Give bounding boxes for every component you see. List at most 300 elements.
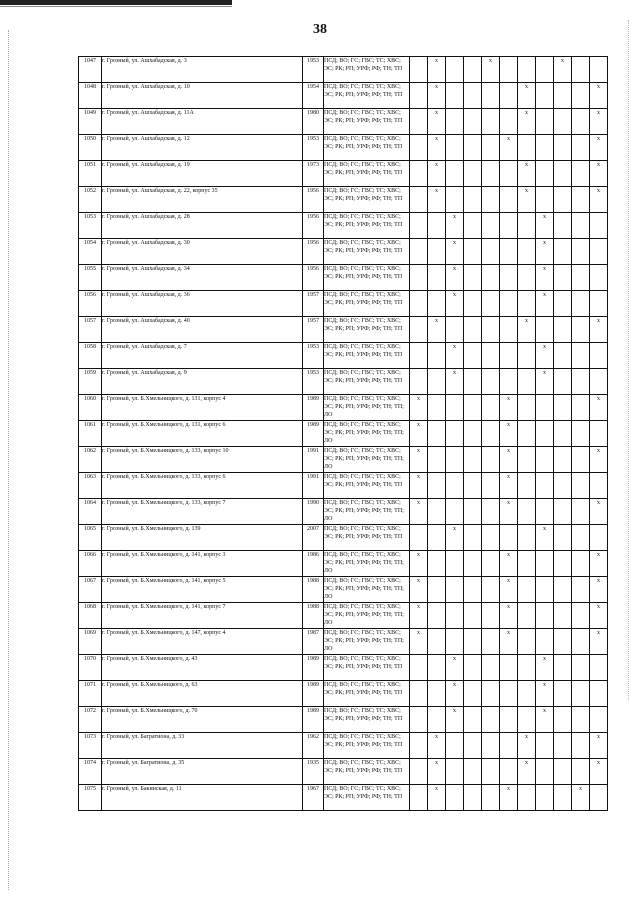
work-type-mark-cell: x xyxy=(536,369,554,395)
year-built-cell: 1986 xyxy=(303,551,324,577)
work-type-mark-cell: x xyxy=(590,317,608,343)
work-type-mark-cell xyxy=(590,213,608,239)
work-type-mark-cell xyxy=(464,785,482,811)
row-number-cell: 1055 xyxy=(79,265,102,291)
services-list-cell: ПСД; ВО; ГС; ГВС; ТС; ХВС; ЭС; РК; РП; УРФ; РФ; ТН; ТП xyxy=(324,525,410,551)
address-cell: г. Грозный, ул. Б.Хмельницкого, д. 131, корпус 6 xyxy=(102,421,303,447)
work-type-mark-cell xyxy=(572,187,590,213)
row-number-cell: 1056 xyxy=(79,291,102,317)
work-type-mark-cell xyxy=(464,603,482,629)
work-type-mark-cell xyxy=(464,499,482,525)
work-type-mark-cell xyxy=(572,681,590,707)
year-built-cell: 1953 xyxy=(303,369,324,395)
address-cell: г. Грозный, ул. Ашхабадская, д. 30 xyxy=(102,239,303,265)
work-type-mark-cell: x xyxy=(590,83,608,109)
work-type-mark-cell: x xyxy=(518,161,536,187)
work-type-mark-cell xyxy=(446,57,464,83)
address-cell: г. Грозный, ул. Б.Хмельницкого, д. 139 xyxy=(102,525,303,551)
work-type-mark-cell: x xyxy=(536,343,554,369)
address-cell: г. Грозный, ул. Ашхабадская, д. 40 xyxy=(102,317,303,343)
work-type-mark-cell xyxy=(482,551,500,577)
work-type-mark-cell xyxy=(482,629,500,655)
work-type-mark-cell xyxy=(428,447,446,473)
work-type-mark-cell xyxy=(536,83,554,109)
work-type-mark-cell xyxy=(410,187,428,213)
work-type-mark-cell: x xyxy=(536,655,554,681)
year-built-cell: 1956 xyxy=(303,265,324,291)
work-type-mark-cell: x xyxy=(410,395,428,421)
work-type-mark-cell xyxy=(482,83,500,109)
table-row xyxy=(79,655,608,681)
address-cell: г. Грозный, ул. Ашхабадская, д. 10 xyxy=(102,83,303,109)
services-list-cell: ПСД; ВО; ГС; ГВС; ТС; ХВС; ЭС; РК; РП; УРФ; РФ; ТН; ТП xyxy=(324,265,410,291)
table-row xyxy=(79,681,608,707)
work-type-mark-cell: x xyxy=(428,161,446,187)
work-type-mark-cell: x xyxy=(446,265,464,291)
work-type-mark-cell: x xyxy=(446,291,464,317)
address-cell: г. Грозный, ул. Б.Хмельницкого, д. 70 xyxy=(102,707,303,733)
table-row xyxy=(79,525,608,551)
work-type-mark-cell xyxy=(518,785,536,811)
work-type-mark-cell xyxy=(428,707,446,733)
work-type-mark-cell xyxy=(482,655,500,681)
services-list-cell: ПСД; ВО; ГС; ГВС; ТС; ХВС; ЭС; РК; РП; УРФ; РФ; ТН; ТП xyxy=(324,707,410,733)
work-type-mark-cell xyxy=(500,681,518,707)
address-cell: г. Грозный, ул. Б.Хмельницкого, д. 43 xyxy=(102,655,303,681)
work-type-mark-cell xyxy=(554,265,572,291)
work-type-mark-cell xyxy=(410,213,428,239)
table-row xyxy=(79,57,608,83)
row-number-cell: 1047 xyxy=(79,57,102,83)
work-type-mark-cell xyxy=(590,291,608,317)
work-type-mark-cell xyxy=(572,135,590,161)
work-type-mark-cell xyxy=(518,707,536,733)
work-type-mark-cell: x xyxy=(500,473,518,499)
address-cell: г. Грозный, ул. Багратиона, д. 35 xyxy=(102,759,303,785)
work-type-mark-cell: x xyxy=(446,369,464,395)
work-type-mark-cell xyxy=(554,681,572,707)
work-type-mark-cell: x xyxy=(500,629,518,655)
work-type-mark-cell xyxy=(554,369,572,395)
work-type-mark-cell xyxy=(518,213,536,239)
work-type-mark-cell xyxy=(446,109,464,135)
work-type-mark-cell: x xyxy=(446,681,464,707)
work-type-mark-cell xyxy=(464,291,482,317)
work-type-mark-cell: x xyxy=(500,551,518,577)
address-cell: г. Грозный, ул. Бакинская, д. 11 xyxy=(102,785,303,811)
work-type-mark-cell: x xyxy=(590,603,608,629)
work-type-mark-cell xyxy=(518,135,536,161)
work-type-mark-cell xyxy=(428,551,446,577)
work-type-mark-cell xyxy=(554,707,572,733)
year-built-cell: 1956 xyxy=(303,239,324,265)
work-type-mark-cell xyxy=(518,525,536,551)
work-type-mark-cell xyxy=(572,161,590,187)
work-type-mark-cell: x xyxy=(536,291,554,317)
work-type-mark-cell: x xyxy=(518,83,536,109)
work-type-mark-cell xyxy=(410,343,428,369)
services-list-cell: ПСД; ВО; ГС; ГВС; ТС; ХВС; ЭС; РК; РП; УРФ; РФ; ТН; ТП xyxy=(324,369,410,395)
work-type-mark-cell xyxy=(590,421,608,447)
year-built-cell: 1988 xyxy=(303,577,324,603)
services-list-cell: ПСД; ВО; ГС; ГВС; ТС; ХВС; ЭС; РК; РП; УРФ; РФ; ТН; ТП xyxy=(324,135,410,161)
year-built-cell: 1980 xyxy=(303,109,324,135)
work-type-mark-cell xyxy=(500,83,518,109)
row-number-cell: 1063 xyxy=(79,473,102,499)
work-type-mark-cell xyxy=(446,759,464,785)
work-type-mark-cell: x xyxy=(428,109,446,135)
work-type-mark-cell xyxy=(518,369,536,395)
address-cell: г. Грозный, ул. Б.Хмельницкого, д. 131, корпус 4 xyxy=(102,395,303,421)
work-type-mark-cell: x xyxy=(500,499,518,525)
table-row xyxy=(79,733,608,759)
work-type-mark-cell xyxy=(518,473,536,499)
table-row xyxy=(79,395,608,421)
work-type-mark-cell xyxy=(536,603,554,629)
work-type-mark-cell: x xyxy=(428,135,446,161)
work-type-mark-cell xyxy=(572,655,590,681)
year-built-cell: 1991 xyxy=(303,473,324,499)
row-number-cell: 1059 xyxy=(79,369,102,395)
work-type-mark-cell xyxy=(554,343,572,369)
services-list-cell: ПСД; ВО; ГС; ГВС; ТС; ХВС; ЭС; РК; РП; УРФ; РФ; ТН; ТП xyxy=(324,291,410,317)
work-type-mark-cell: x xyxy=(500,603,518,629)
work-type-mark-cell xyxy=(482,395,500,421)
work-type-mark-cell xyxy=(428,343,446,369)
services-list-cell: ПСД; ВО; ГС; ГВС; ТС; ХВС; ЭС; РК; РП; УРФ; РФ; ТН; ТП; ЛО xyxy=(324,603,410,629)
services-list-cell: ПСД; ВО; ГС; ГВС; ТС; ХВС; ЭС; РК; РП; УРФ; РФ; ТН; ТП xyxy=(324,473,410,499)
work-type-mark-cell: x xyxy=(446,525,464,551)
work-type-mark-cell xyxy=(554,395,572,421)
work-type-mark-cell xyxy=(482,577,500,603)
year-built-cell: 1956 xyxy=(303,213,324,239)
services-list-cell: ПСД; ВО; ГС; ГВС; ТС; ХВС; ЭС; РК; РП; УРФ; РФ; ТН; ТП xyxy=(324,161,410,187)
work-type-mark-cell xyxy=(500,733,518,759)
work-type-mark-cell xyxy=(536,629,554,655)
work-type-mark-cell xyxy=(446,733,464,759)
address-cell: г. Грозный, ул. Б.Хмельницкого, д. 141, корпус 3 xyxy=(102,551,303,577)
table-row xyxy=(79,109,608,135)
work-type-mark-cell xyxy=(482,291,500,317)
table-row xyxy=(79,421,608,447)
work-type-mark-cell: x xyxy=(590,135,608,161)
work-type-mark-cell xyxy=(464,213,482,239)
work-type-mark-cell xyxy=(554,577,572,603)
work-type-mark-cell xyxy=(518,603,536,629)
left-margin-scan-marks xyxy=(8,30,11,890)
work-type-mark-cell: x xyxy=(590,629,608,655)
year-built-cell: 1989 xyxy=(303,681,324,707)
work-type-mark-cell xyxy=(500,525,518,551)
work-type-mark-cell xyxy=(446,551,464,577)
services-list-cell: ПСД; ВО; ГС; ГВС; ТС; ХВС; ЭС; РК; РП; УРФ; РФ; ТН; ТП xyxy=(324,733,410,759)
work-type-mark-cell xyxy=(446,499,464,525)
row-number-cell: 1051 xyxy=(79,161,102,187)
work-type-mark-cell xyxy=(464,265,482,291)
row-number-cell: 1070 xyxy=(79,655,102,681)
services-list-cell: ПСД; ВО; ГС; ГВС; ТС; ХВС; ЭС; РК; РП; УРФ; РФ; ТН; ТП xyxy=(324,317,410,343)
work-type-mark-cell xyxy=(410,109,428,135)
work-type-mark-cell: x xyxy=(446,655,464,681)
work-type-mark-cell xyxy=(428,421,446,447)
work-type-mark-cell xyxy=(410,135,428,161)
work-type-mark-cell xyxy=(500,317,518,343)
work-type-mark-cell: x xyxy=(428,187,446,213)
row-number-cell: 1067 xyxy=(79,577,102,603)
work-type-mark-cell: x xyxy=(518,109,536,135)
work-type-mark-cell xyxy=(428,265,446,291)
work-type-mark-cell xyxy=(410,239,428,265)
work-type-mark-cell: x xyxy=(590,109,608,135)
work-type-mark-cell xyxy=(572,109,590,135)
table-row xyxy=(79,447,608,473)
row-number-cell: 1074 xyxy=(79,759,102,785)
work-type-mark-cell xyxy=(572,551,590,577)
work-type-mark-cell xyxy=(590,57,608,83)
work-type-mark-cell xyxy=(464,759,482,785)
work-type-mark-cell xyxy=(536,57,554,83)
work-type-mark-cell xyxy=(554,421,572,447)
table-row xyxy=(79,187,608,213)
work-type-mark-cell xyxy=(464,135,482,161)
work-type-mark-cell xyxy=(554,239,572,265)
row-number-cell: 1048 xyxy=(79,83,102,109)
work-type-mark-cell: x xyxy=(482,57,500,83)
services-list-cell: ПСД; ВО; ГС; ГВС; ТС; ХВС; ЭС; РК; РП; УРФ; РФ; ТН; ТП xyxy=(324,759,410,785)
work-type-mark-cell: x xyxy=(500,577,518,603)
table-row xyxy=(79,577,608,603)
work-type-mark-cell: x xyxy=(590,499,608,525)
work-type-mark-cell xyxy=(554,551,572,577)
work-type-mark-cell xyxy=(554,317,572,343)
table-row xyxy=(79,603,608,629)
work-type-mark-cell xyxy=(590,681,608,707)
work-type-mark-cell xyxy=(500,109,518,135)
row-number-cell: 1050 xyxy=(79,135,102,161)
year-built-cell: 1957 xyxy=(303,291,324,317)
work-type-mark-cell xyxy=(410,291,428,317)
work-type-mark-cell xyxy=(482,317,500,343)
work-type-mark-cell xyxy=(464,83,482,109)
work-type-mark-cell xyxy=(410,265,428,291)
work-type-mark-cell xyxy=(482,681,500,707)
work-type-mark-cell xyxy=(428,603,446,629)
work-type-mark-cell xyxy=(554,83,572,109)
work-type-mark-cell xyxy=(482,473,500,499)
work-type-mark-cell: x xyxy=(428,317,446,343)
address-cell: г. Грозный, ул. Ашхабадская, д. 28 xyxy=(102,213,303,239)
year-built-cell: 2007 xyxy=(303,525,324,551)
work-type-mark-cell xyxy=(554,473,572,499)
table-row xyxy=(79,83,608,109)
work-type-mark-cell xyxy=(572,759,590,785)
work-type-mark-cell xyxy=(500,265,518,291)
address-cell: г. Грозный, ул. Б.Хмельницкого, д. 63 xyxy=(102,681,303,707)
work-type-mark-cell xyxy=(464,239,482,265)
work-type-mark-cell xyxy=(482,109,500,135)
work-type-mark-cell xyxy=(572,213,590,239)
work-type-mark-cell xyxy=(428,499,446,525)
address-cell: г. Грозный, ул. Б.Хмельницкого, д. 141, корпус 7 xyxy=(102,603,303,629)
work-type-mark-cell xyxy=(446,187,464,213)
work-type-mark-cell xyxy=(482,707,500,733)
work-type-mark-cell xyxy=(428,681,446,707)
row-number-cell: 1068 xyxy=(79,603,102,629)
work-type-mark-cell xyxy=(428,525,446,551)
services-list-cell: ПСД; ВО; ГС; ГВС; ТС; ХВС; ЭС; РК; РП; УРФ; РФ; ТН; ТП xyxy=(324,187,410,213)
services-list-cell: ПСД; ВО; ГС; ГВС; ТС; ХВС; ЭС; РК; РП; УРФ; РФ; ТН; ТП; ЛО xyxy=(324,447,410,473)
table-row xyxy=(79,317,608,343)
year-built-cell: 1967 xyxy=(303,785,324,811)
work-type-mark-cell xyxy=(428,655,446,681)
work-type-mark-cell xyxy=(464,395,482,421)
row-number-cell: 1073 xyxy=(79,733,102,759)
work-type-mark-cell xyxy=(572,343,590,369)
work-type-mark-cell: x xyxy=(518,317,536,343)
services-list-cell: ПСД; ВО; ГС; ГВС; ТС; ХВС; ЭС; РК; РП; УРФ; РФ; ТН; ТП xyxy=(324,343,410,369)
work-type-mark-cell xyxy=(464,473,482,499)
table-row xyxy=(79,759,608,785)
services-list-cell: ПСД; ВО; ГС; ГВС; ТС; ХВС; ЭС; РК; РП; УРФ; РФ; ТН; ТП; ЛО xyxy=(324,421,410,447)
work-type-mark-cell xyxy=(572,239,590,265)
work-type-mark-cell: x xyxy=(518,187,536,213)
work-type-mark-cell: x xyxy=(590,551,608,577)
work-type-mark-cell: x xyxy=(500,785,518,811)
work-type-mark-cell: x xyxy=(410,473,428,499)
work-type-mark-cell xyxy=(428,291,446,317)
work-type-mark-cell: x xyxy=(428,785,446,811)
work-type-mark-cell xyxy=(500,343,518,369)
work-type-mark-cell: x xyxy=(446,239,464,265)
table-row xyxy=(79,343,608,369)
work-type-mark-cell xyxy=(446,83,464,109)
work-type-mark-cell xyxy=(572,603,590,629)
row-number-cell: 1053 xyxy=(79,213,102,239)
year-built-cell: 1962 xyxy=(303,733,324,759)
work-type-mark-cell xyxy=(482,759,500,785)
work-type-mark-cell: x xyxy=(410,499,428,525)
table-row xyxy=(79,473,608,499)
work-type-mark-cell: x xyxy=(536,213,554,239)
work-type-mark-cell xyxy=(410,83,428,109)
year-built-cell: 1989 xyxy=(303,707,324,733)
row-number-cell: 1049 xyxy=(79,109,102,135)
year-built-cell: 1954 xyxy=(303,83,324,109)
services-list-cell: ПСД; ВО; ГС; ГВС; ТС; ХВС; ЭС; РК; РП; УРФ; РФ; ТН; ТП xyxy=(324,655,410,681)
work-type-mark-cell: x xyxy=(446,343,464,369)
work-type-mark-cell xyxy=(536,551,554,577)
work-type-mark-cell: x xyxy=(428,733,446,759)
work-type-mark-cell xyxy=(536,395,554,421)
work-type-mark-cell xyxy=(572,447,590,473)
work-type-mark-cell xyxy=(464,577,482,603)
work-type-mark-cell xyxy=(554,161,572,187)
work-type-mark-cell xyxy=(536,161,554,187)
work-type-mark-cell xyxy=(518,265,536,291)
work-type-mark-cell: x xyxy=(518,733,536,759)
row-number-cell: 1052 xyxy=(79,187,102,213)
work-type-mark-cell: x xyxy=(410,603,428,629)
work-type-mark-cell xyxy=(410,57,428,83)
services-list-cell: ПСД; ВО; ГС; ГВС; ТС; ХВС; ЭС; РК; РП; УРФ; РФ; ТН; ТП xyxy=(324,57,410,83)
work-type-mark-cell xyxy=(572,317,590,343)
services-list-cell: ПСД; ВО; ГС; ГВС; ТС; ХВС; ЭС; РК; РП; УРФ; РФ; ТН; ТП xyxy=(324,213,410,239)
work-type-mark-cell: x xyxy=(410,551,428,577)
table-row xyxy=(79,161,608,187)
row-number-cell: 1069 xyxy=(79,629,102,655)
table-row xyxy=(79,213,608,239)
work-type-mark-cell xyxy=(518,577,536,603)
work-type-mark-cell: x xyxy=(500,421,518,447)
services-list-cell: ПСД; ВО; ГС; ГВС; ТС; ХВС; ЭС; РК; РП; УРФ; РФ; ТН; ТП xyxy=(324,239,410,265)
work-type-mark-cell: x xyxy=(410,447,428,473)
address-cell: г. Грозный, ул. Ашхабадская, д. 11А xyxy=(102,109,303,135)
work-type-mark-cell xyxy=(410,655,428,681)
work-type-mark-cell xyxy=(554,759,572,785)
work-type-mark-cell xyxy=(464,655,482,681)
year-built-cell: 1989 xyxy=(303,421,324,447)
work-type-mark-cell xyxy=(554,135,572,161)
work-type-mark-cell xyxy=(500,161,518,187)
year-built-cell: 1990 xyxy=(303,499,324,525)
work-type-mark-cell: x xyxy=(536,707,554,733)
work-type-mark-cell xyxy=(572,57,590,83)
work-type-mark-cell: x xyxy=(590,187,608,213)
work-type-mark-cell xyxy=(536,577,554,603)
services-list-cell: ПСД; ВО; ГС; ГВС; ТС; ХВС; ЭС; РК; РП; УРФ; РФ; ТН; ТП; ЛО xyxy=(324,551,410,577)
work-type-mark-cell xyxy=(500,57,518,83)
work-type-mark-cell: x xyxy=(500,135,518,161)
work-type-mark-cell xyxy=(572,577,590,603)
work-type-mark-cell xyxy=(446,135,464,161)
work-type-mark-cell xyxy=(572,291,590,317)
work-type-mark-cell xyxy=(482,135,500,161)
work-type-mark-cell: x xyxy=(536,265,554,291)
work-type-mark-cell xyxy=(410,785,428,811)
work-type-mark-cell xyxy=(572,369,590,395)
work-type-mark-cell xyxy=(572,733,590,759)
year-built-cell: 1956 xyxy=(303,187,324,213)
work-type-mark-cell xyxy=(482,733,500,759)
year-built-cell: 1989 xyxy=(303,655,324,681)
work-type-mark-cell xyxy=(590,655,608,681)
work-type-mark-cell xyxy=(464,733,482,759)
row-number-cell: 1071 xyxy=(79,681,102,707)
table-row xyxy=(79,707,608,733)
work-type-mark-cell xyxy=(482,447,500,473)
work-type-mark-cell xyxy=(446,629,464,655)
work-type-mark-cell xyxy=(500,759,518,785)
work-type-mark-cell xyxy=(482,239,500,265)
work-type-mark-cell xyxy=(464,317,482,343)
work-type-mark-cell xyxy=(554,187,572,213)
work-type-mark-cell xyxy=(536,473,554,499)
work-type-mark-cell xyxy=(464,109,482,135)
services-list-cell: ПСД; ВО; ГС; ГВС; ТС; ХВС; ЭС; РК; РП; УРФ; РФ; ТН; ТП xyxy=(324,83,410,109)
address-cell: г. Грозный, ул. Б.Хмельницкого, д. 141, корпус 5 xyxy=(102,577,303,603)
table-row xyxy=(79,265,608,291)
scan-edge-line xyxy=(0,6,232,7)
work-type-mark-cell xyxy=(464,551,482,577)
work-type-mark-cell xyxy=(536,759,554,785)
work-type-mark-cell xyxy=(572,265,590,291)
work-type-mark-cell xyxy=(464,681,482,707)
table-row xyxy=(79,135,608,161)
work-type-mark-cell xyxy=(590,343,608,369)
work-type-mark-cell xyxy=(536,187,554,213)
work-type-mark-cell: x xyxy=(590,733,608,759)
year-built-cell: 1935 xyxy=(303,759,324,785)
